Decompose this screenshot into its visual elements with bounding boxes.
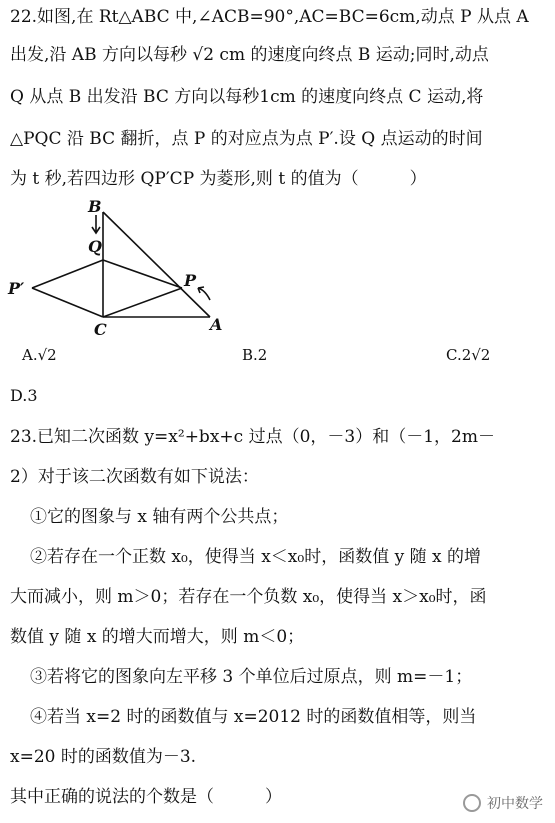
arrow-up-left-icon [198, 287, 210, 300]
option-b: B.2 [242, 346, 268, 364]
label-C: C [94, 320, 107, 339]
q23-statement-4b: x=20 时的函数值为－3. [10, 747, 197, 767]
q23-statement-1: ①它的图象与 x 轴有两个公共点； [30, 507, 289, 527]
line-CP [103, 288, 182, 317]
label-B: B [88, 197, 102, 216]
option-a: A.√2 [22, 346, 57, 364]
q23-line-1: 23.已知二次函数 y=x²+bx+c 过点（0，－3）和（－1，2m－ [10, 427, 495, 447]
label-Q: Q [88, 237, 102, 256]
q23-statement-3: ③若将它的图象向左平移 3 个单位后过原点，则 m=－1； [30, 667, 473, 687]
q22-line-4: △PQC 沿 BC 翻折，点 P 的对应点为点 P′.设 Q 点运动的时间 [10, 129, 483, 149]
triangle-diagram [0, 190, 240, 340]
arrow-down-icon [92, 215, 100, 233]
q22-line-1: 22.如图,在 Rt△ABC 中,∠ACB=90°,AC=BC=6cm,动点 P 从点 A [10, 7, 529, 27]
line-QP [103, 260, 182, 288]
line-BA [103, 212, 210, 317]
label-P: P [184, 271, 197, 290]
q23-line-2: 2）对于该二次函数有如下说法： [10, 467, 259, 487]
q22-line-3: Q 从点 B 出发沿 BC 方向以每秒1cm 的速度向终点 C 运动,将 [10, 87, 484, 107]
q22-line-5: 为 t 秒,若四边形 QP′CP 为菱形,则 t 的值为（ ） [10, 169, 427, 189]
q22-line-2: 出发,沿 AB 方向以每秒 √2 cm 的速度向终点 B 运动;同时,动点 [10, 45, 489, 65]
watermark [463, 793, 543, 813]
wechat-icon [463, 794, 481, 812]
line-PprimeC [32, 288, 103, 317]
option-d: D.3 [10, 386, 38, 405]
q23-statement-2c: 数值 y 随 x 的增大而增大，则 m＜0； [10, 627, 305, 647]
q23-statement-2a: ②若存在一个正数 x₀，使得当 x＜x₀时，函数值 y 随 x 的增 [30, 547, 482, 567]
q23-statement-4a: ④若当 x=2 时的函数值与 x=2012 时的函数值相等，则当 [30, 707, 477, 727]
option-c: C.2√2 [446, 346, 491, 364]
q23-statement-2b: 大而减小，则 m＞0；若存在一个负数 x₀，使得当 x＞x₀时，函 [10, 587, 487, 607]
watermark-text: 初中数学 [487, 796, 543, 812]
label-P-prime: P′ [8, 279, 25, 298]
line-PprimeQ [32, 260, 103, 288]
label-A: A [210, 315, 223, 334]
q23-question: 其中正确的说法的个数是（ ） [10, 787, 282, 807]
